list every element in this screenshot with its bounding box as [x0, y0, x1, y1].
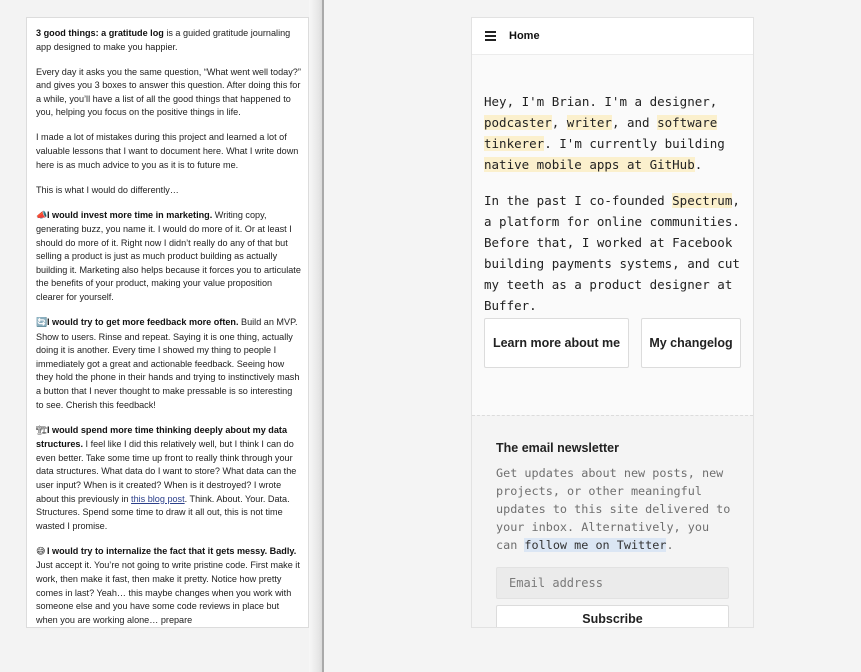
software-tinkerer-link[interactable]: software tinkerer — [484, 115, 718, 151]
lesson-messy — [36, 545, 301, 628]
mobile-site-frame — [471, 17, 754, 628]
bio-text: , and — [611, 115, 658, 130]
lesson-marketing — [36, 209, 301, 305]
writer-link[interactable]: writer — [566, 115, 612, 130]
pane-shadow — [309, 0, 323, 672]
lesson-body: Build an MVP. Show to users. Rinse and repeat. Saying it is one thing, actually doing it is another. Every time I showed my thing to people I immediately got a great and actionable feedback. Seeing how they hold the phone in their hands and trying to instinctively mash a button that I never thought to make pressable is so interesting to see. Cherish this feedback! — [36, 317, 300, 410]
lesson-feedback — [36, 316, 301, 412]
nav-title: Home — [509, 30, 540, 42]
newsletter-title: The email newsletter — [496, 441, 619, 455]
article-paragraph: Every day it asks you the same question, “What went well today?” and gives you 3 boxes to answer this question. After doing this for a while, you’ll have a list of all the good things that happened to you, helping you focus on the positive things in life. — [36, 66, 301, 118]
bio-text: , a platform for online communities. Before that, I worked at Facebook building payments systems, and cut my teeth as a product designer at Buffer. — [484, 193, 740, 313]
bio-intro — [484, 91, 746, 175]
article-card — [26, 17, 309, 628]
bio-text: , — [551, 115, 567, 130]
sweat-smile-icon: 😅 — [36, 546, 46, 557]
lesson-heading: I would invest more time in marketing. — [47, 209, 213, 220]
bio-text: Hey, I'm Brian. I'm a designer, — [484, 94, 718, 109]
app-name: 3 good things: a gratitude log — [36, 28, 164, 38]
subscribe-button[interactable]: Subscribe — [496, 605, 729, 628]
megaphone-icon: 📣 — [36, 210, 48, 221]
lesson-body: Just accept it. You’re not going to write pristine code. First make it work, then make it fast, then make it pretty. Notice how pretty comes in last? Yeah… this maybe changes when you work with someone else and you have some code reviews in place but when you are working alone… prepare — [36, 560, 300, 625]
email-field[interactable] — [496, 567, 729, 599]
twitter-link[interactable]: follow me on Twitter — [524, 538, 667, 552]
blog-post-link[interactable]: this blog post — [131, 493, 185, 504]
article-paragraph: I made a lot of mistakes during this project and learned a lot of valuable lessons that I want to document here. What I write down here is as much advice to you as it is to future me. — [36, 132, 299, 170]
top-nav-bar — [472, 18, 753, 55]
podcaster-link[interactable]: podcaster — [484, 115, 552, 130]
learn-more-button[interactable]: Learn more about me — [484, 318, 629, 368]
article-intro-text: is a guided gratitude journaling app designed to make you happier. — [36, 28, 291, 52]
lesson-heading: I would try to internalize the fact that it gets messy. Badly. — [47, 545, 297, 556]
lesson-body-end: . Think. About. Your. Data. Structures. Spend some time to draw it all out, this is not time wasted I promise. — [36, 493, 290, 531]
bio-text: . I'm currently building — [544, 136, 725, 151]
github-link[interactable]: native mobile apps at GitHub — [484, 157, 695, 172]
article-pane — [0, 0, 324, 672]
lesson-heading: I would spend more time thinking deeply about my data structures. — [36, 424, 288, 450]
repeat-icon: 🔄 — [36, 318, 48, 329]
newsletter-description — [496, 464, 732, 554]
bio — [484, 91, 746, 331]
lesson-body: Writing copy, generating buzz, you name it. I would do more of it. Or at least I should do more of it. Right now I didn’t really do any of that but selling a product is just as much product building as actually building it. Marketing also helps because it forces you to articulate the benefits of your product, making your value proposition clearer for yourself. — [36, 209, 301, 303]
bio-text: In the past I co-founded — [484, 193, 673, 208]
article-body — [36, 27, 301, 628]
article-intro — [36, 27, 301, 54]
lesson-data-structures — [36, 424, 301, 534]
article-paragraph: This is what I would do differently… — [36, 184, 179, 195]
newsletter-text: Get updates about new posts, new projects, or other meaningful updates to this site delivered to your inbox. Alternatively, you can — [496, 466, 731, 552]
changelog-button[interactable]: My changelog — [641, 318, 741, 368]
lesson-heading: I would try to get more feedback more often. — [47, 317, 239, 328]
construction-icon: 🏗 — [36, 425, 48, 436]
lesson-body: I feel like I did this relatively well, but I think I can do even better. Take some time up front to really think through your data structures. What data do I want to store? What data can the user input? When is it created? When is it destroyed? I wrote about this previously in — [36, 439, 297, 504]
bio-text: . — [694, 157, 703, 172]
bio-past — [484, 190, 746, 316]
hamburger-menu-icon[interactable] — [485, 31, 496, 41]
newsletter-section — [472, 415, 753, 628]
spectrum-link[interactable]: Spectrum — [672, 193, 733, 208]
site-preview-pane — [324, 0, 861, 672]
newsletter-text: . — [666, 538, 674, 552]
